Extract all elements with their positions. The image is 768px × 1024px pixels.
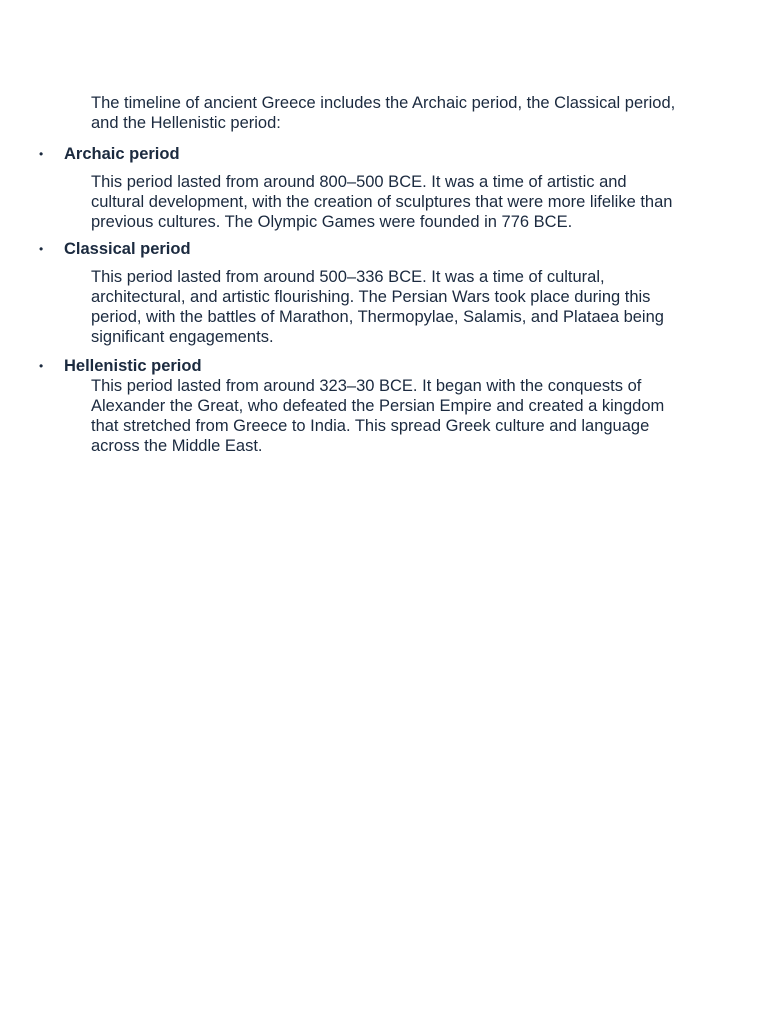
period-description: This period lasted from around 500–336 BCE. It was a time of cultural, architectural, and artistic flourishing. The Persian Wars took place during this period, with the battles of Marathon, Thermopylae, Salamis, and Plataea being significant engagements.: [91, 268, 664, 346]
intro-paragraph: The timeline of ancient Greece includes the Archaic period, the Classical period, and the Hellenistic period:: [91, 94, 676, 132]
period-description: This period lasted from around 800–500 BCE. It was a time of artistic and cultural development, with the creation of sculptures that were more lifelike than previous cultures. The Olympic Games were founded in 776 BCE.: [91, 173, 673, 231]
period-heading: Hellenistic period: [64, 357, 202, 375]
bullet-icon: •: [39, 242, 44, 256]
period-heading: Archaic period: [64, 145, 180, 163]
bullet-icon: •: [39, 147, 44, 161]
bullet-icon: •: [39, 359, 44, 373]
period-description: This period lasted from around 323–30 BCE. It began with the conquests of Alexander the Great, who defeated the Persian Empire and created a kingdom that stretched from Greece to India. This spread Greek culture and language across the Middle East.: [91, 377, 665, 455]
period-heading: Classical period: [64, 240, 191, 258]
